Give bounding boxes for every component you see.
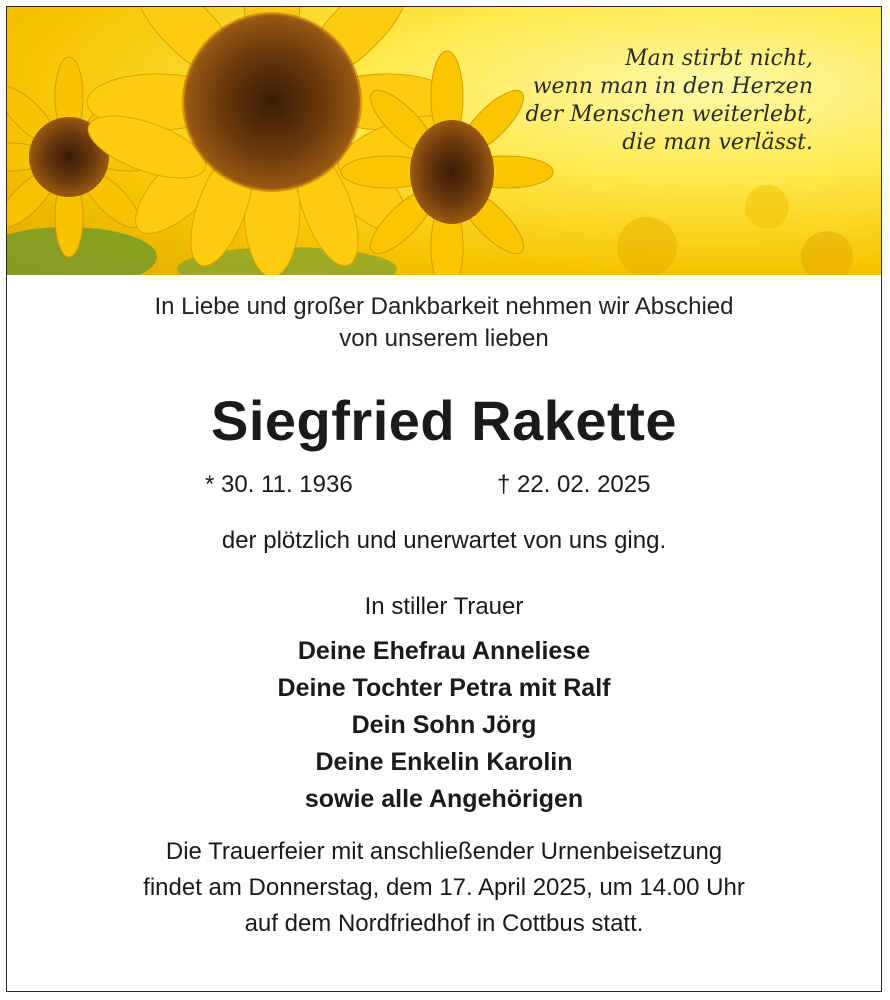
obituary-body [7,275,881,942]
family-member: Dein Sohn Jörg [351,711,537,739]
quote-line: der Menschen weiterlebt, [525,102,813,127]
sunflower-banner [7,7,881,275]
funeral-info [7,834,881,942]
birth-date: * 30. 11. 1936 [205,471,353,498]
intro-line: von unserem lieben [339,325,549,352]
quote-line: Man stirbt nicht, [625,46,813,71]
mourning-label: In stiller Trauer [364,593,524,620]
death-sentence: der plötzlich und unerwartet von uns ging. [221,527,667,554]
intro-line: In Liebe und großer Dankbarkeit nehmen wir Abschied [154,293,734,320]
family-member: Deine Enkelin Karolin [315,748,573,776]
funeral-line: auf dem Nordfriedhof in Cottbus statt. [244,910,644,937]
death-date: † 22. 02. 2025 [497,471,651,498]
family-member: sowie alle Angehörigen [304,785,584,813]
family-list [7,633,881,818]
funeral-line: findet am Donnerstag, dem 17. April 2025, um 14.00 Uhr [143,874,745,901]
obituary-frame [6,6,882,992]
family-member: Deine Tochter Petra mit Ralf [277,674,611,702]
quote-line: wenn man in den Herzen [532,74,813,99]
intro-text [7,291,881,355]
deceased-name: Siegfried Rakette [211,389,677,452]
funeral-line: Die Trauerfeier mit anschließender Urnenbeisetzung [165,838,723,865]
banner-quote [493,45,813,157]
quote-line: die man verlässt. [622,130,813,155]
life-dates [7,471,881,503]
family-member: Deine Ehefrau Anneliese [297,637,591,665]
